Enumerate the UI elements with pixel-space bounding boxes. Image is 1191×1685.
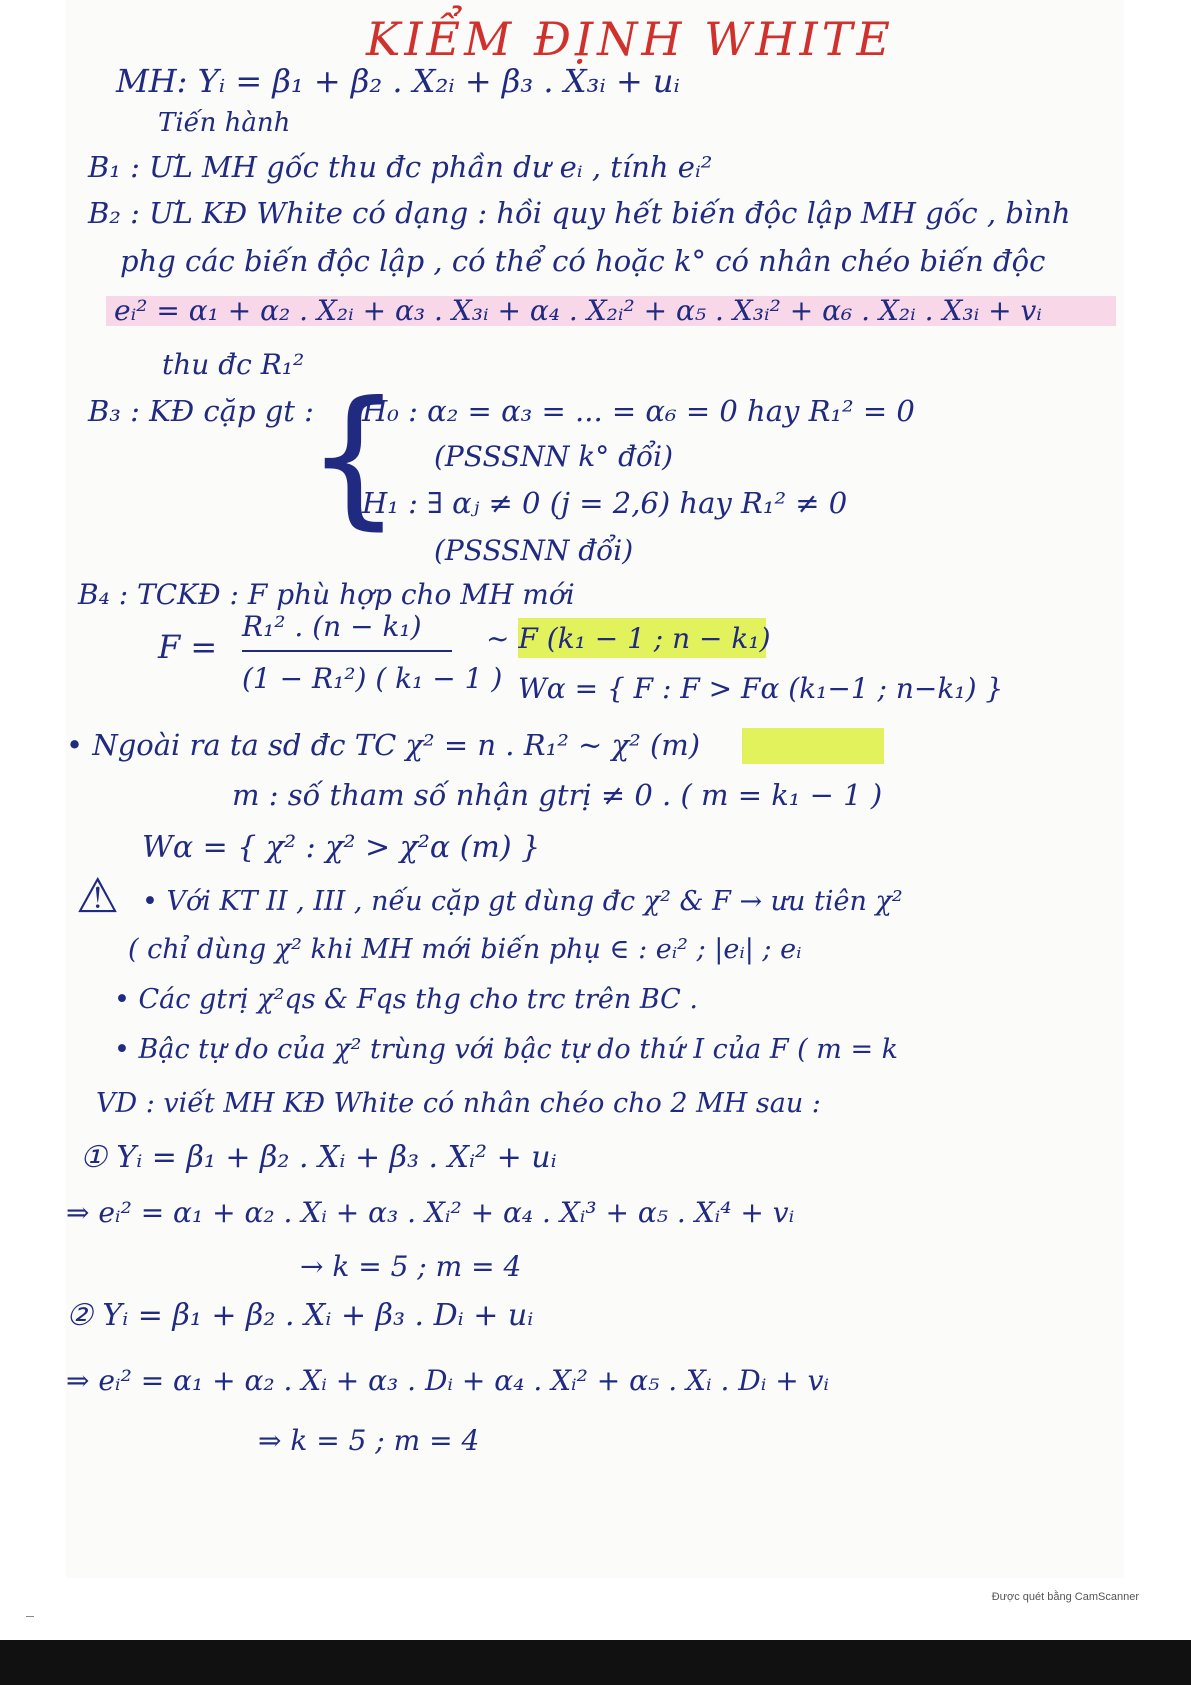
- model-line: MH: Yᵢ = β₁ + β₂ . X₂ᵢ + β₃ . X₃ᵢ + uᵢ: [116, 62, 680, 100]
- f-distribution: ~ F (k₁ − 1 ; n − k₁): [486, 622, 771, 655]
- alt-hypothesis: H₁ : ∃ αⱼ ≠ 0 (j = 2,6) hay R₁² ≠ 0: [362, 486, 848, 520]
- null-hypothesis: H₀ : α₂ = α₃ = ... = α₆ = 0 hay R₁² = 0: [362, 394, 915, 428]
- f-stat-numerator: R₁² . (n − k₁): [242, 610, 422, 643]
- alt-hypothesis-note: (PSSSNN đổi): [434, 534, 634, 567]
- step-2-cont: phg các biến độc lập , có thể có hoặc k° có nhân chéo biến độc: [120, 244, 1046, 278]
- f-rejection-region: Wα = { F : F > Fα (k₁−1 ; n−k₁) }: [518, 672, 1004, 705]
- step-3: B₃ : KĐ cặp gt :: [88, 394, 314, 428]
- m-definition: m : số tham số nhận gtrị ≠ 0 . ( m = k₁ − 1 ): [232, 778, 883, 812]
- f-stat-label: F =: [158, 628, 218, 666]
- chi-rejection-region: Wα = { χ² : χ² > χ²α (m) }: [142, 830, 541, 865]
- step-1: B₁ : ƯL MH gốc thu đc phần dư eᵢ , tính eᵢ²: [88, 150, 713, 184]
- example-1-result: → k = 5 ; m = 4: [300, 1250, 522, 1283]
- warning-icon: ⚠: [76, 868, 120, 924]
- example-2-aux: ⇒ eᵢ² = α₁ + α₂ . Xᵢ + α₃ . Dᵢ + α₄ . Xᵢ² + α₅ . Xᵢ . Dᵢ + vᵢ: [66, 1364, 830, 1397]
- step-2: B₂ : ƯL KĐ White có dạng : hồi quy hết biến độc lập MH gốc , bình: [88, 196, 1071, 230]
- step-4: B₄ : TCKĐ : F phù hợp cho MH mới: [78, 578, 575, 611]
- page-mark: [26, 1616, 34, 1617]
- highlight-chi-square: [742, 728, 884, 764]
- note-3: • Bậc tự do của χ² trùng với bậc tự do thứ I của F ( m = k: [114, 1034, 899, 1065]
- note-1: • Với KT II , III , nếu cặp gt dùng đc χ² & F → ưu tiên χ²: [142, 886, 903, 917]
- hypothesis-brace: {: [306, 370, 402, 544]
- scanned-page: [66, 0, 1124, 1578]
- auxiliary-regression: eᵢ² = α₁ + α₂ . X₂ᵢ + α₃ . X₃ᵢ + α₄ . X₂ᵢ² + α₅ . X₃ᵢ² + α₆ . X₂ᵢ . X₃ᵢ + vᵢ: [114, 294, 1042, 327]
- f-stat-denominator: (1 − R₁²) ( k₁ − 1 ): [242, 662, 503, 695]
- obtain-r-squared: thu đc R₁²: [162, 348, 305, 381]
- chi-square-test: • Ngoài ra ta sd đc TC χ² = n . R₁² ~ χ² (m): [66, 728, 701, 762]
- bottom-dark-band: [0, 1640, 1191, 1685]
- camscanner-footer: Được quét bằng CamScanner: [991, 1591, 1139, 1603]
- example-heading: VD : viết MH KĐ White có nhân chéo cho 2 MH sau :: [96, 1088, 821, 1119]
- f-stat-fraction-bar: [242, 650, 452, 652]
- example-1-aux: ⇒ eᵢ² = α₁ + α₂ . Xᵢ + α₃ . Xᵢ² + α₄ . Xᵢ³ + α₅ . Xᵢ⁴ + vᵢ: [66, 1196, 795, 1229]
- example-2-model: ② Yᵢ = β₁ + β₂ . Xᵢ + β₃ . Dᵢ + uᵢ: [66, 1298, 534, 1333]
- example-2-result: ⇒ k = 5 ; m = 4: [258, 1424, 480, 1457]
- example-1-model: ① Yᵢ = β₁ + β₂ . Xᵢ + β₃ . Xᵢ² + uᵢ: [80, 1140, 557, 1175]
- page-title: KIỂM ĐỊNH WHITE: [366, 12, 894, 66]
- note-2: • Các gtrị χ²qs & Fqs thg cho trc trên BC .: [114, 984, 698, 1015]
- null-hypothesis-note: (PSSSNN k° đổi): [434, 440, 674, 473]
- procedure-heading: Tiến hành: [158, 108, 291, 138]
- note-1-cont: ( chỉ dùng χ² khi MH mới biến phụ ∈ : eᵢ² ; |eᵢ| ; eᵢ: [128, 934, 802, 965]
